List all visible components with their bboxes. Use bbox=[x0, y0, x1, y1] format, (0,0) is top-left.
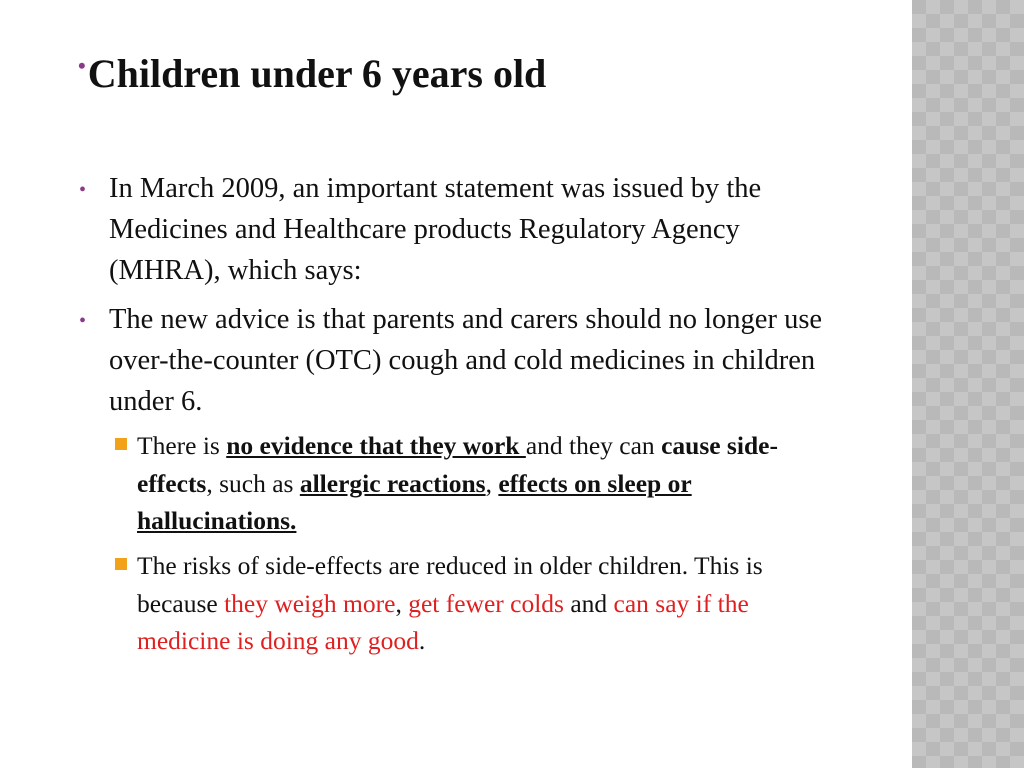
sub-text-fewer-colds: get fewer colds bbox=[408, 588, 564, 618]
bullet-dot-icon: • bbox=[79, 179, 87, 201]
sub-text-allergic-reactions: allergic reactions bbox=[299, 468, 486, 498]
bullet-item-new-advice bbox=[79, 299, 829, 422]
sub-text-side-effects: cause side-effects bbox=[137, 431, 778, 498]
sub-text-say-if-good: can say if the medicine is doing any good bbox=[137, 588, 749, 655]
bullet-dot-icon: • bbox=[79, 310, 87, 332]
sub-text-plain: and bbox=[563, 588, 614, 618]
sub-text-plain: . bbox=[418, 626, 426, 655]
sub-text-plain: , such as bbox=[206, 468, 300, 498]
sub-text-plain: and they can bbox=[525, 431, 662, 460]
title-bullet-icon: • bbox=[78, 53, 86, 78]
sub-text-plain: There is bbox=[137, 431, 227, 460]
sub-bullet-older-children bbox=[137, 547, 827, 660]
bullet-text: In March 2009, an important statement was issued by the Medicines and Healthcare products Regulatory Agency (MHRA), which says: bbox=[109, 173, 762, 286]
slide-title-text: Children under 6 years old bbox=[87, 51, 547, 96]
slide-title bbox=[78, 42, 878, 98]
square-bullet-icon bbox=[115, 558, 127, 570]
bullet-text: The new advice is that parents and carers should no longer use over-the-counter (OTC) cough and cold medicines in children under 6. bbox=[109, 304, 823, 417]
sub-text-weigh-more: they weigh more bbox=[224, 588, 396, 618]
square-bullet-icon bbox=[115, 438, 127, 450]
decorative-side-panel bbox=[912, 0, 1024, 768]
sub-text-plain: , bbox=[395, 588, 409, 618]
sub-text-no-evidence: no evidence that they work bbox=[226, 431, 526, 460]
sub-text-sleep-hallucinations: effects on sleep or hallucinations. bbox=[137, 468, 692, 535]
sub-bullet-no-evidence bbox=[137, 427, 827, 540]
sub-text-plain: The risks of side-effects are reduced in older children. This is because bbox=[137, 551, 763, 618]
bullet-item-mhra-statement bbox=[79, 168, 829, 291]
sub-text-plain: , bbox=[485, 468, 499, 498]
